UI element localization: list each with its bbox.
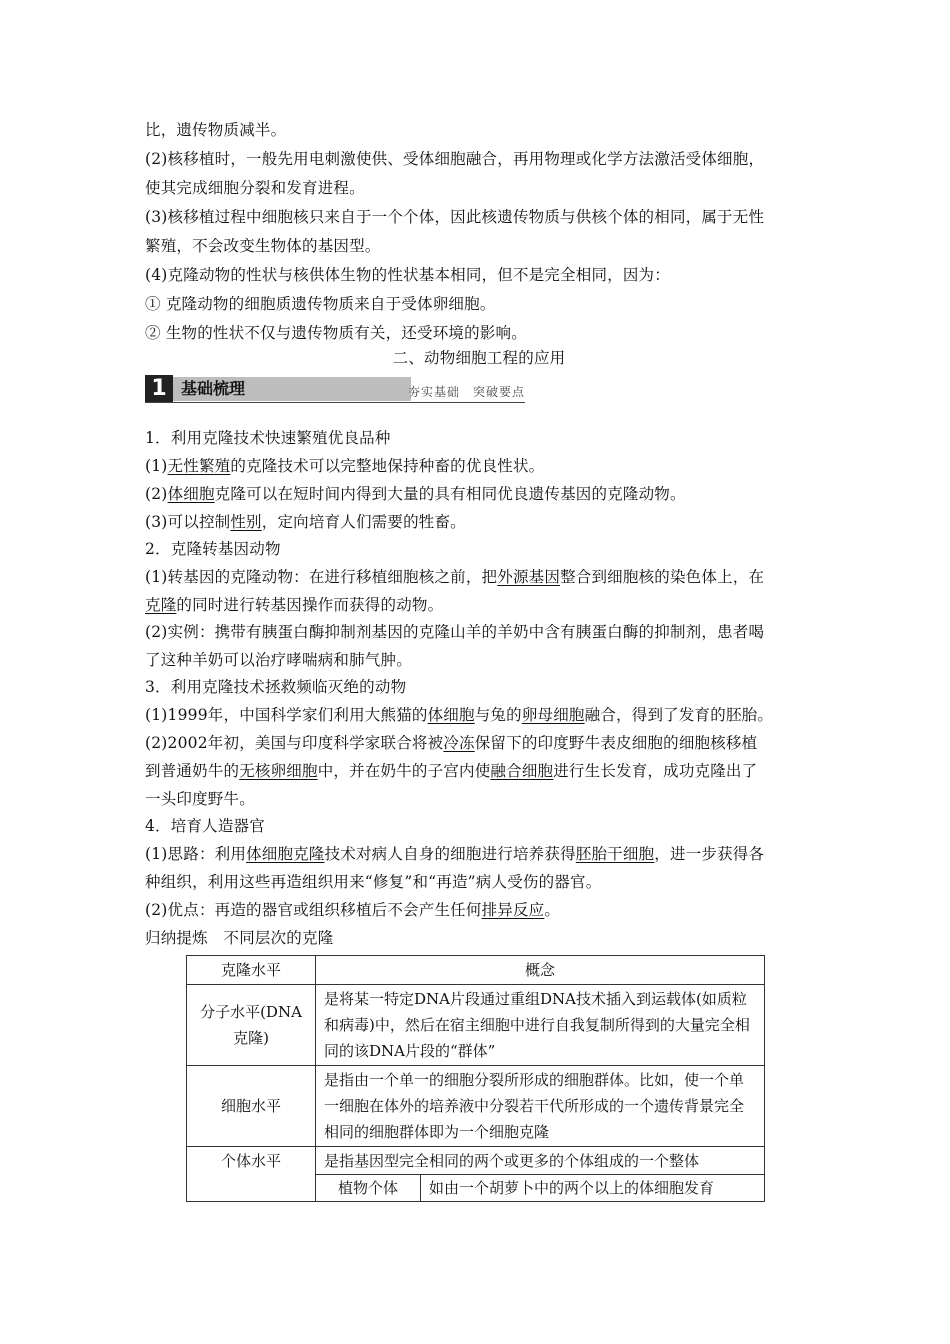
text-line: 克隆的同时进行转基因操作而获得的动物。	[145, 596, 444, 614]
text-line: (1)无性繁殖的克隆技术可以完整地保持种畜的优良性状。	[145, 457, 545, 475]
table-header-cell: 克隆水平	[187, 956, 316, 985]
text-line: 繁殖，不会改变生物体的基因型。	[145, 237, 381, 255]
concept-cell	[316, 1147, 765, 1202]
table-header-cell: 概念	[316, 956, 765, 985]
level-cell: 细胞水平	[187, 1066, 316, 1147]
text-line: (3)可以控制性别，定向培育人们需要的牲畜。	[145, 513, 466, 531]
level-cell: 分子水平(DNA克隆)	[187, 985, 316, 1066]
text-line: (3)核移植过程中细胞核只来自于一个个体，因此核遗传物质与供核个体的相同，属于无性	[145, 208, 765, 226]
text-line: 了这种羊奶可以治疗哮喘病和肺气肿。	[145, 651, 412, 669]
heading-4: 4．培育人造器官	[145, 817, 265, 835]
underlined-term: 体细胞	[427, 706, 475, 724]
section-header	[145, 375, 525, 403]
text-line: (2)优点：再造的器官或组织移植后不会产生任何排异反应。	[145, 901, 561, 919]
concept-text: 是指基因型完全相同的两个或更多的个体组成的一个整体	[324, 1152, 700, 1170]
underlined-term: 外源基因	[497, 568, 561, 586]
text-line: 比，遗传物质减半。	[145, 121, 287, 139]
sub-label: 植物个体	[316, 1175, 421, 1201]
section-rule	[145, 402, 525, 403]
underlined-term: 克隆	[145, 596, 177, 614]
text-line: ② 生物的性状不仅与遗传物质有关，还受环境的影响。	[145, 324, 527, 342]
section-number: 1	[145, 375, 173, 403]
text-line: ① 克隆动物的细胞质遗传物质来自于受体卵细胞。	[145, 295, 496, 313]
underlined-term: 性别	[230, 513, 262, 531]
heading-1: 1．利用克隆技术快速繁殖优良品种	[145, 429, 391, 447]
heading-2: 2．克隆转基因动物	[145, 540, 281, 558]
heading-3: 3．利用克隆技术拯救频临灭绝的动物	[145, 678, 407, 696]
concept-cell: 是将某一特定DNA片段通过重组DNA技术插入到运载体(如质粒和病毒)中，然后在宿主细胞中进行自我复制所得到的大量完全相同的该DNA片段的“群体”	[316, 985, 765, 1066]
level-cell: 个体水平	[187, 1147, 316, 1202]
text-line: (1)思路：利用体细胞克隆技术对病人自身的细胞进行培养获得胚胎干细胞，进一步获得各	[145, 845, 765, 863]
underlined-term: 体细胞	[167, 485, 215, 503]
underlined-term: 融合细胞	[490, 762, 554, 780]
text-line: (4)克隆动物的性状与核供体生物的性状基本相同，但不是完全相同，因为：	[145, 266, 670, 284]
underlined-term: 无性繁殖	[167, 457, 231, 475]
section-title: 二、动物细胞工程的应用	[392, 349, 566, 367]
text-line: (2)核移植时，一般先用电刺激使供、受体细胞融合，再用物理或化学方法激活受体细胞，	[145, 150, 765, 168]
underlined-term: 胚胎干细胞	[575, 845, 655, 863]
text-line: (2)实例：携带有胰蛋白酶抑制剂基因的克隆山羊的羊奶中含有胰蛋白酶的抑制剂，患者喝	[145, 623, 765, 641]
section-label: 基础梳理	[173, 377, 411, 401]
text-line: 一头印度野牛。	[145, 790, 255, 808]
text-line: 使其完成细胞分裂和发育进程。	[145, 179, 365, 197]
text-line: (1)转基因的克隆动物：在进行移植细胞核之前，把外源基因整合到细胞核的染色体上，在	[145, 568, 765, 586]
text-line: (2)体细胞克隆可以在短时间内得到大量的具有相同优良遗传基因的克隆动物。	[145, 485, 686, 503]
concept-cell: 是指由一个单一的细胞分裂所形成的细胞群体。比如，使一个单一细胞在体外的培养液中分裂若干代所形成的一个遗传背景完全相同的细胞群体即为一个细胞克隆	[316, 1066, 765, 1147]
text-line: 到普通奶牛的无核卵细胞中，并在奶牛的子宫内使融合细胞进行生长发育，成功克隆出了	[145, 762, 758, 780]
underlined-term: 排异反应	[481, 901, 545, 919]
summary-heading: 归纳提炼 不同层次的克隆	[145, 929, 334, 947]
cloning-levels-table	[186, 955, 765, 1202]
table-row	[187, 985, 765, 1066]
underlined-term: 无核卵细胞	[239, 762, 318, 780]
section-tagline: 夯实基础 突破要点	[407, 385, 525, 399]
sub-text: 如由一个胡萝卜中的两个以上的体细胞发育	[429, 1179, 715, 1197]
table-row	[187, 1066, 765, 1147]
underlined-term: 卵母细胞	[521, 706, 585, 724]
sub-row	[316, 1174, 764, 1201]
table-header-row	[187, 956, 765, 985]
text-line: (2)2002年初，美国与印度科学家联合将被冷冻保留下的印度野牛表皮细胞的细胞核移植	[145, 734, 758, 752]
underlined-term: 体细胞克隆	[246, 845, 325, 863]
table-row	[187, 1147, 765, 1202]
text-line: 种组织，利用这些再造组织用来“修复”和“再造”病人受伤的器官。	[145, 873, 602, 891]
text-line: (1)1999年，中国科学家们利用大熊猫的体细胞与兔的卵母细胞融合，得到了发育的胚胎。	[145, 706, 774, 724]
underlined-term: 冷冻	[443, 734, 475, 752]
